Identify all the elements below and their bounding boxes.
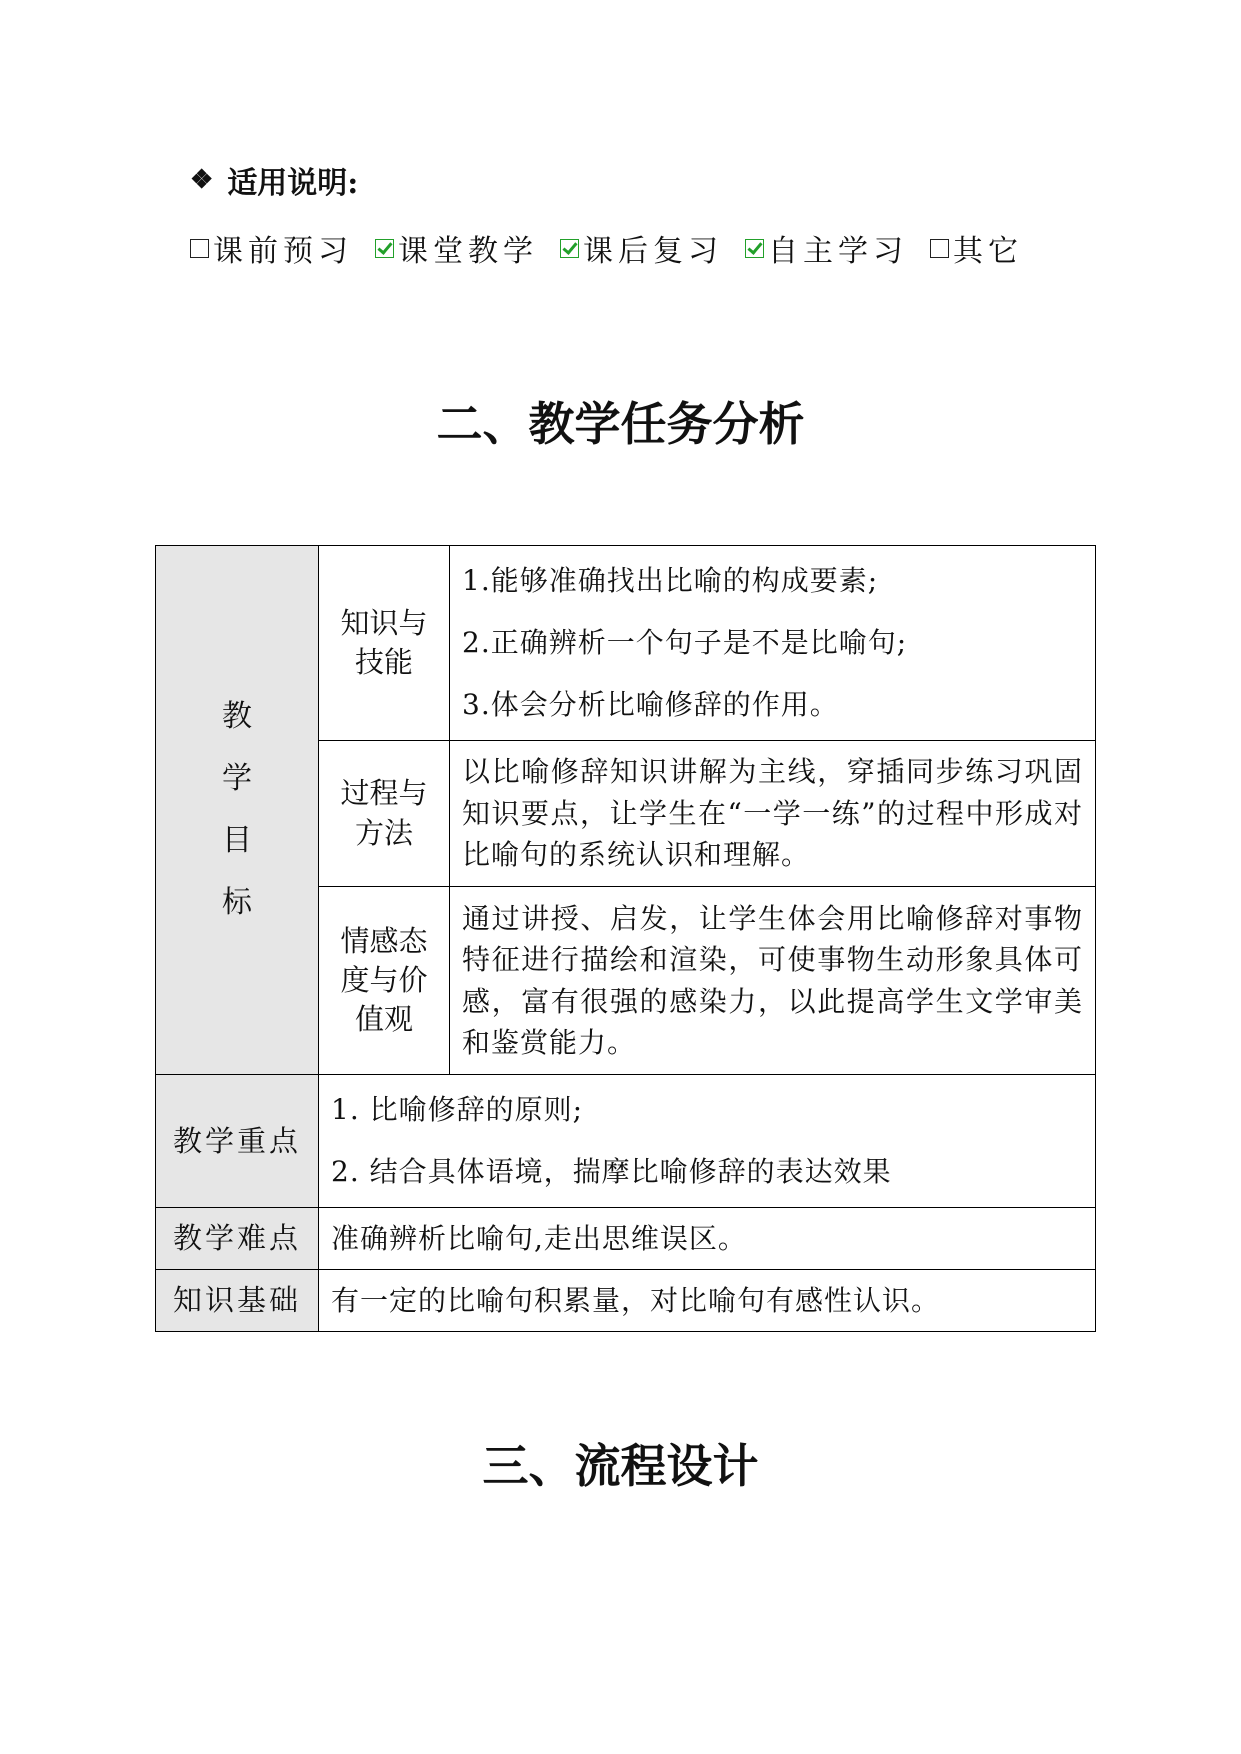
checked-box-icon[interactable] bbox=[560, 239, 579, 258]
unchecked-box-icon[interactable] bbox=[930, 239, 949, 258]
usage-options bbox=[190, 226, 1023, 270]
usage-heading bbox=[190, 158, 358, 202]
goals-label-cell: 教 学 目 标 bbox=[156, 546, 319, 1075]
knowledge-content: 1.能够准确找出比喻的构成要素; 2.正确辨析一个句子是不是比喻句; 3.体会分析比喻修辞的作用。 bbox=[450, 546, 1096, 741]
checked-box-icon[interactable] bbox=[375, 239, 394, 258]
section-title-flow-design: 三、流程设计 bbox=[482, 1439, 759, 1493]
task-analysis-table bbox=[155, 545, 1096, 1332]
option-other[interactable]: 其它 bbox=[930, 226, 1023, 270]
foundation-content: 有一定的比喻句积累量，对比喻句有感性认识。 bbox=[319, 1270, 1096, 1332]
process-content: 以比喻修辞知识讲解为主线，穿插同步练习巩固知识要点，让学生在“一学一练”的过程中形成对比喻句的系统认识和理解。 bbox=[450, 741, 1096, 887]
option-review[interactable]: 课后复习 bbox=[560, 226, 723, 270]
option-preview[interactable]: 课前预习 bbox=[190, 226, 353, 270]
difficulty-label: 教学难点 bbox=[156, 1208, 319, 1270]
checked-box-icon[interactable] bbox=[745, 239, 764, 258]
foundation-label: 知识基础 bbox=[156, 1270, 319, 1332]
option-self-study[interactable]: 自主学习 bbox=[745, 226, 908, 270]
option-classroom[interactable]: 课堂教学 bbox=[375, 226, 538, 270]
process-label: 过程与方法 bbox=[319, 741, 450, 887]
difficulty-content: 准确辨析比喻句,走出思维误区。 bbox=[319, 1208, 1096, 1270]
emotion-label: 情感态度与价值观 bbox=[319, 887, 450, 1075]
key-points-label: 教学重点 bbox=[156, 1075, 319, 1208]
knowledge-label: 知识与技能 bbox=[319, 546, 450, 741]
unchecked-box-icon[interactable] bbox=[190, 239, 209, 258]
key-points-content: 1. 比喻修辞的原则; 2. 结合具体语境，揣摩比喻修辞的表达效果 bbox=[319, 1075, 1096, 1208]
diamond-bullet-icon: ❖ bbox=[190, 165, 214, 195]
emotion-content: 通过讲授、启发，让学生体会用比喻修辞对事物特征进行描绘和渲染，可使事物生动形象具体可感，富有很强的感染力，以此提高学生文学审美和鉴赏能力。 bbox=[450, 887, 1096, 1075]
section-title-task-analysis: 二、教学任务分析 bbox=[436, 397, 805, 451]
usage-heading-text: 适用说明: bbox=[227, 166, 359, 201]
